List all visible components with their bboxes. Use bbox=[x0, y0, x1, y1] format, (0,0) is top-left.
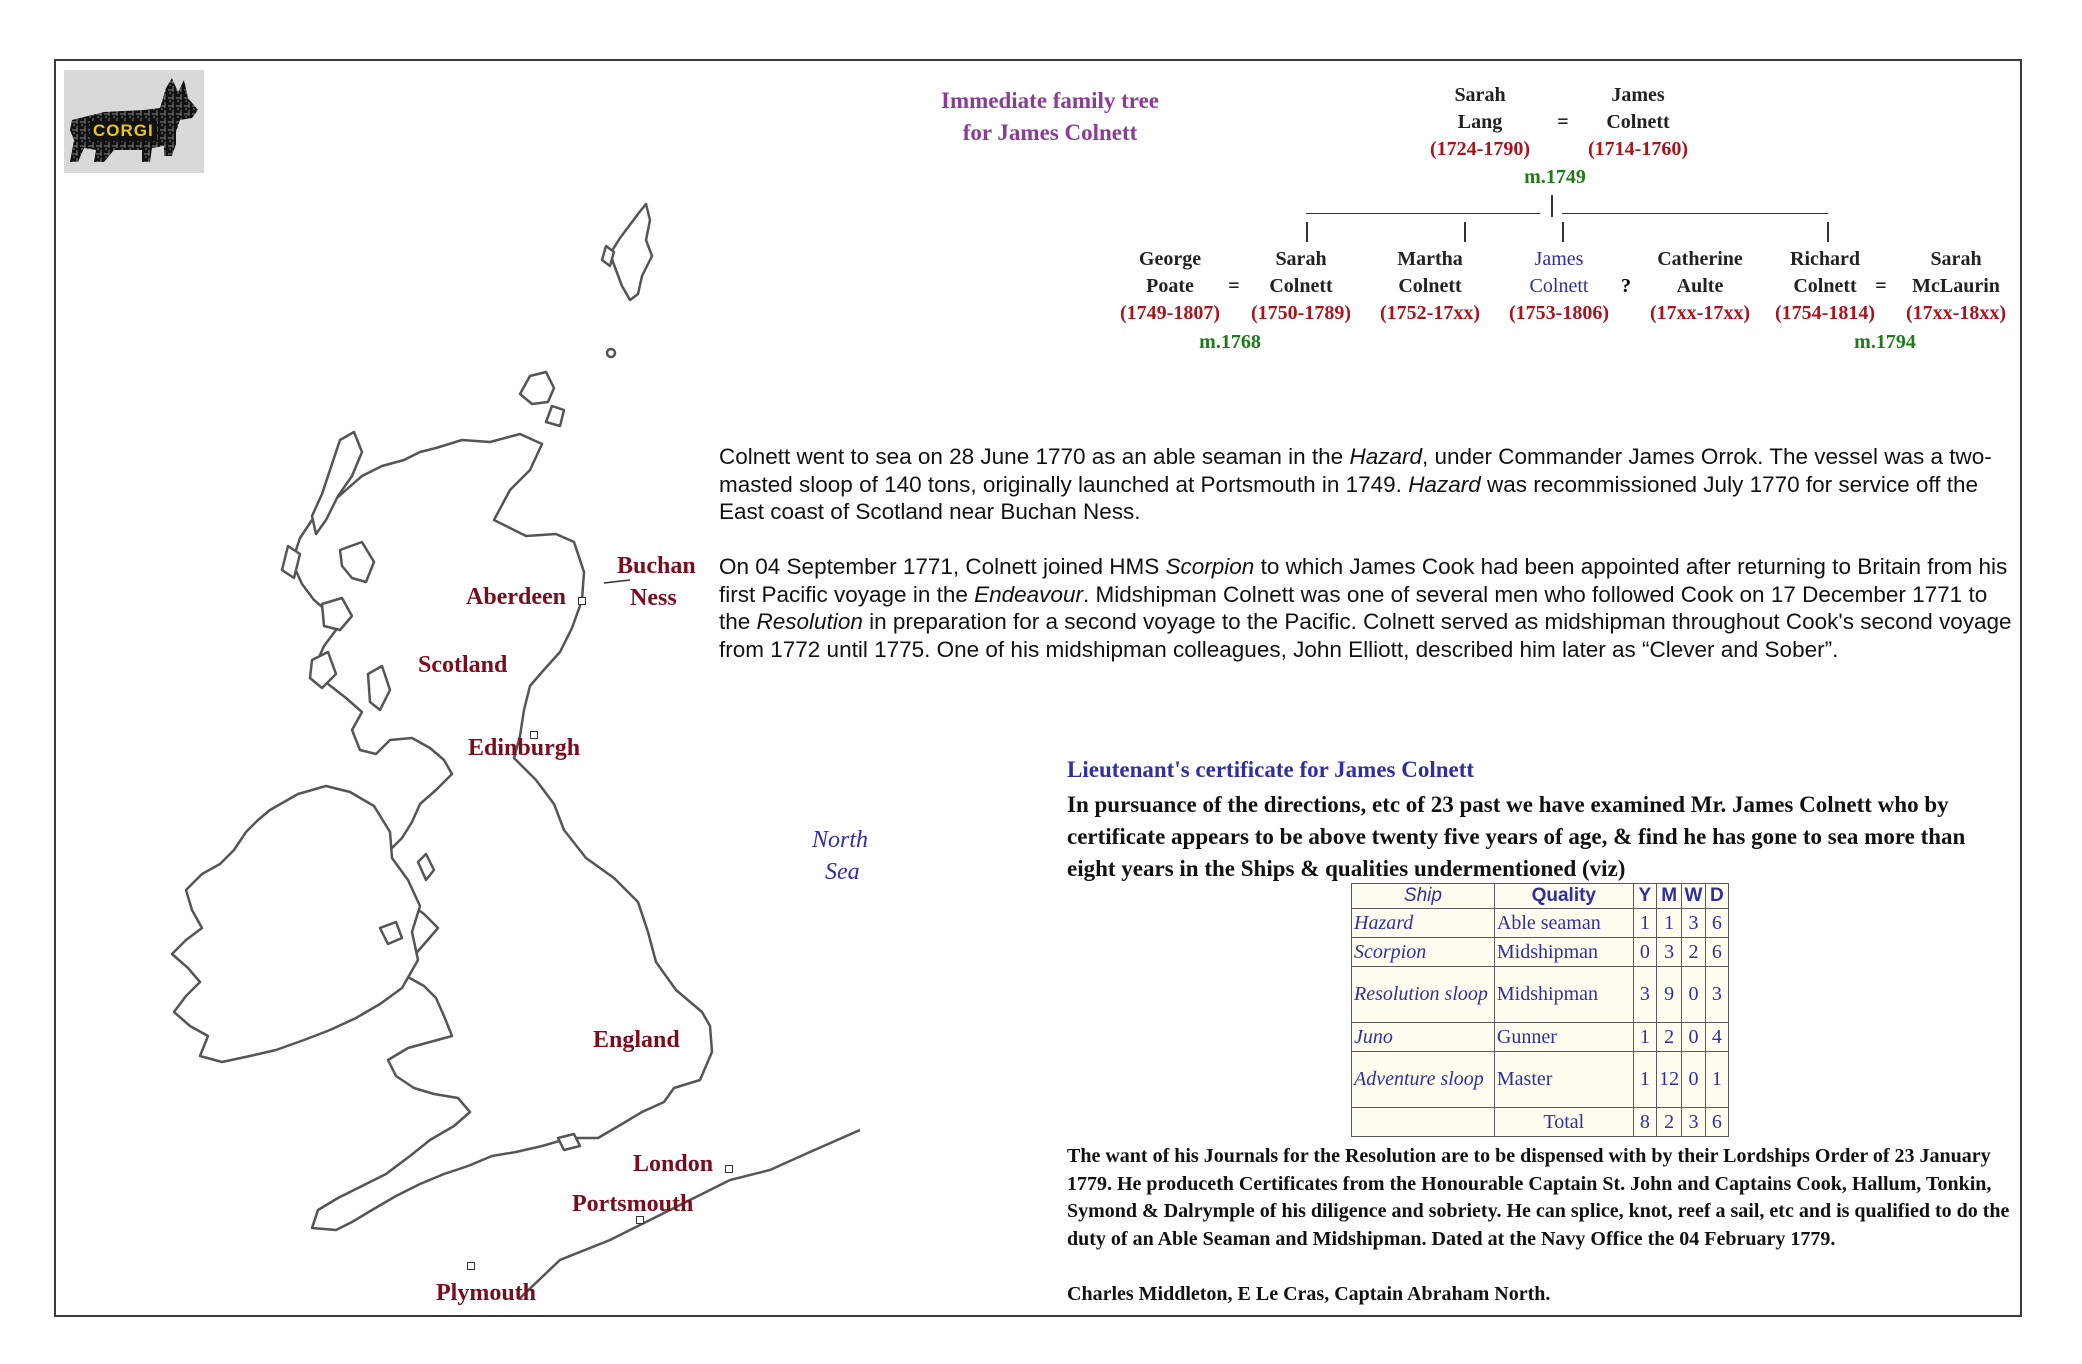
cell-quality: Master bbox=[1494, 1052, 1633, 1108]
ship-name: Endeavour bbox=[974, 581, 1083, 607]
father-dates: (1714-1760) bbox=[1588, 138, 1688, 160]
equals-george-sarah: = bbox=[1228, 275, 1240, 297]
mother-dates: (1724-1790) bbox=[1430, 138, 1530, 160]
person-dates: (1754-1814) bbox=[1775, 302, 1875, 324]
unknown-marriage-marker: ? bbox=[1621, 275, 1631, 297]
person-first-name: Richard bbox=[1790, 248, 1860, 270]
person-james-colnett bbox=[1491, 246, 1627, 327]
family-tree-title-line2: for James Colnett bbox=[962, 120, 1138, 145]
person-first-name: Sarah bbox=[1275, 248, 1327, 270]
cell-ship: Hazard bbox=[1352, 909, 1495, 938]
equals-richard-sarah: = bbox=[1875, 275, 1887, 297]
cell-m: 12 bbox=[1657, 1052, 1682, 1108]
cell-empty bbox=[1352, 1108, 1495, 1137]
certificate-title: Lieutenant's certificate for James Colnett bbox=[1067, 757, 1475, 782]
table-row bbox=[1352, 938, 1729, 967]
person-last-name: Colnett bbox=[1529, 275, 1589, 297]
tree-drop-james bbox=[1562, 222, 1564, 242]
person-first-name: James bbox=[1534, 248, 1584, 270]
cell-m: 1 bbox=[1657, 909, 1682, 938]
cell-y: 3 bbox=[1633, 967, 1656, 1023]
cell-quality: Midshipman bbox=[1494, 967, 1633, 1023]
person-first-name: George bbox=[1138, 248, 1202, 270]
person-last-name: Poate bbox=[1146, 275, 1194, 297]
parent-mother bbox=[1400, 82, 1560, 163]
mother-first: Sarah bbox=[1454, 84, 1506, 106]
person-dates: (17xx-17xx) bbox=[1650, 302, 1750, 324]
person-first-name: Catherine bbox=[1657, 248, 1743, 270]
narrative-text: On 04 September 1771, Colnett joined HMS bbox=[719, 554, 1166, 579]
tree-connector-right bbox=[1562, 213, 1828, 214]
cell-quality: Gunner bbox=[1494, 1023, 1633, 1052]
father-last: Colnett bbox=[1606, 111, 1670, 133]
table-row bbox=[1352, 909, 1729, 938]
parents-marriage: m.1749 bbox=[1524, 166, 1586, 188]
plymouth-marker bbox=[467, 1262, 475, 1270]
label-sea: Sea bbox=[825, 859, 860, 885]
narrative-text: in preparation for a second voyage to the Pacific. Colnett served as midshipman throughout Cook's second voyage from 1772 until 1775. One of his midshipman colleagues, John Elliott, described him later as “Clever and Sober”. bbox=[719, 609, 2012, 662]
logo-text: CORGI bbox=[90, 121, 157, 141]
orkney-islands bbox=[520, 372, 554, 404]
label-buchan: Buchan bbox=[617, 553, 696, 579]
cell-m: 2 bbox=[1657, 1023, 1682, 1052]
label-london: London bbox=[633, 1151, 714, 1177]
cell-d: 3 bbox=[1705, 967, 1728, 1023]
table-row bbox=[1352, 967, 1729, 1023]
london-marker bbox=[725, 1165, 733, 1173]
cell-total-w: 3 bbox=[1682, 1108, 1705, 1137]
cell-y: 1 bbox=[1633, 1023, 1656, 1052]
cell-ship: Resolution sloop bbox=[1352, 967, 1495, 1023]
col-header-quality: Quality bbox=[1494, 884, 1633, 909]
aberdeen-marker bbox=[578, 597, 586, 605]
marriage-1768: m.1768 bbox=[1199, 331, 1261, 353]
cell-total-d: 6 bbox=[1705, 1108, 1728, 1137]
label-england: England bbox=[593, 1027, 680, 1053]
cell-ship: Juno bbox=[1352, 1023, 1495, 1052]
person-dates: (1749-1807) bbox=[1120, 302, 1220, 324]
label-north: North bbox=[812, 827, 869, 853]
narrative-text: . Midshipman Colnett was one of several men who followed Cook on 17 December 1771 to the bbox=[719, 581, 1988, 634]
label-portsmouth: Portsmouth bbox=[572, 1191, 694, 1217]
cell-d: 4 bbox=[1705, 1023, 1728, 1052]
person-sarah-colnett bbox=[1233, 246, 1369, 327]
tree-drop-sarah bbox=[1306, 222, 1308, 242]
label-ness: Ness bbox=[630, 585, 677, 611]
cell-w: 0 bbox=[1682, 1023, 1705, 1052]
tree-connector-left bbox=[1306, 213, 1540, 214]
tree-stem bbox=[1551, 195, 1553, 217]
table-total-row bbox=[1352, 1108, 1729, 1137]
table-row bbox=[1352, 1023, 1729, 1052]
shetland-islands bbox=[610, 204, 652, 300]
tree-drop-martha bbox=[1464, 222, 1466, 242]
certificate-signatories: Charles Middleton, E Le Cras, Captain Abraham North. bbox=[1067, 1283, 1551, 1305]
narrative-paragraph-1 bbox=[719, 443, 2014, 526]
ship-name: Scorpion bbox=[1165, 554, 1255, 579]
cell-d: 6 bbox=[1705, 909, 1728, 938]
ship-name: Hazard bbox=[1408, 471, 1481, 497]
cell-w: 2 bbox=[1682, 938, 1705, 967]
person-dates: (1750-1789) bbox=[1251, 302, 1351, 324]
certificate-closing: The want of his Journals for the Resolution are to be dispensed with by their Lordships Order of 23 January 1779. He produceth Certificates from the Honourable Captain St. John and Captains Cook, Hallum, Tonkin, Symond & Dalrymple of his diligence and sobriety. He can splice, knot, reef a sail, etc and is qualified to do the duty of an Able Seaman and Midshipman. Dated at the Navy Office the 04 February 1779. bbox=[1067, 1145, 2010, 1250]
label-aberdeen: Aberdeen bbox=[466, 584, 566, 610]
col-header-days: D bbox=[1705, 884, 1728, 909]
cell-y: 1 bbox=[1633, 1052, 1656, 1108]
narrative-text: , under Commander James Orrok. The vessel was a two-masted sloop of 140 tons, originally launched at Portsmouth in 1749. bbox=[719, 444, 1992, 497]
cell-m: 3 bbox=[1657, 938, 1682, 967]
col-header-months: M bbox=[1657, 884, 1682, 909]
person-dates: (1753-1806) bbox=[1509, 302, 1609, 324]
corgi-logo bbox=[64, 70, 204, 173]
cell-y: 0 bbox=[1633, 938, 1656, 967]
cell-d: 6 bbox=[1705, 938, 1728, 967]
person-sarah-mclaurin bbox=[1886, 246, 2026, 327]
table-row bbox=[1352, 1052, 1729, 1108]
person-last-name: Colnett bbox=[1793, 275, 1857, 297]
person-catherine-aulte bbox=[1624, 246, 1776, 327]
ship-name: Resolution bbox=[756, 609, 863, 634]
cell-ship: Adventure sloop bbox=[1352, 1052, 1495, 1108]
cell-w: 0 bbox=[1682, 1052, 1705, 1108]
person-first-name: Martha bbox=[1397, 248, 1463, 270]
ship-name: Hazard bbox=[1349, 444, 1422, 469]
family-tree-title bbox=[920, 85, 1180, 149]
certificate-intro: In pursuance of the directions, etc of 23 past we have examined Mr. James Colnett who by certificate appears to be above twenty five years of age, & find he has gone to sea more than eight years in the Ships & qualities undermentioned (viz) bbox=[1067, 792, 1966, 881]
person-dates: (17xx-18xx) bbox=[1906, 302, 2006, 324]
narrative-text: Colnett went to sea on 28 June 1770 as an able seaman in the bbox=[719, 444, 1350, 469]
cell-w: 3 bbox=[1682, 909, 1705, 938]
family-tree-title-line1: Immediate family tree bbox=[941, 88, 1159, 113]
tree-drop-richard bbox=[1827, 222, 1829, 242]
cell-quality: Midshipman bbox=[1494, 938, 1633, 967]
parent-father bbox=[1558, 82, 1718, 163]
label-plymouth: Plymouth bbox=[436, 1280, 537, 1306]
cell-ship: Scorpion bbox=[1352, 938, 1495, 967]
col-header-ship: Ship bbox=[1352, 884, 1495, 909]
narrative-text: was recommissioned July 1770 for service off the East coast of Scotland near Buchan Ness. bbox=[719, 471, 1979, 524]
cell-w: 0 bbox=[1682, 967, 1705, 1023]
father-first: James bbox=[1611, 84, 1665, 106]
person-dates: (1752-17xx) bbox=[1380, 302, 1480, 324]
cell-quality: Able seaman bbox=[1494, 909, 1633, 938]
person-last-name: Colnett bbox=[1398, 275, 1462, 297]
service-table bbox=[1351, 883, 1729, 1137]
marriage-1794: m.1794 bbox=[1854, 331, 1916, 353]
narrative-text: to which James Cook had been appointed after returning to Britain from his first Pacific voyage in the bbox=[719, 554, 2008, 607]
cell-total-y: 8 bbox=[1633, 1108, 1656, 1137]
mother-last: Lang bbox=[1457, 111, 1503, 133]
label-scotland: Scotland bbox=[418, 652, 508, 678]
person-last-name: Aulte bbox=[1676, 275, 1724, 297]
person-last-name: Colnett bbox=[1269, 275, 1333, 297]
cell-total-label: Total bbox=[1494, 1108, 1633, 1137]
label-edinburgh: Edinburgh bbox=[468, 735, 581, 761]
ireland bbox=[172, 786, 420, 1062]
col-header-years: Y bbox=[1633, 884, 1656, 909]
person-martha-colnett bbox=[1362, 246, 1498, 327]
person-last-name: McLaurin bbox=[1912, 275, 2000, 297]
table-header-row bbox=[1352, 884, 1729, 909]
cell-d: 1 bbox=[1705, 1052, 1728, 1108]
col-header-weeks: W bbox=[1682, 884, 1705, 909]
cell-m: 9 bbox=[1657, 967, 1682, 1023]
cell-y: 1 bbox=[1633, 909, 1656, 938]
narrative-paragraph-2 bbox=[719, 553, 2014, 663]
person-first-name: Sarah bbox=[1930, 248, 1982, 270]
cell-total-m: 2 bbox=[1657, 1108, 1682, 1137]
parents-equals: = bbox=[1557, 111, 1569, 133]
